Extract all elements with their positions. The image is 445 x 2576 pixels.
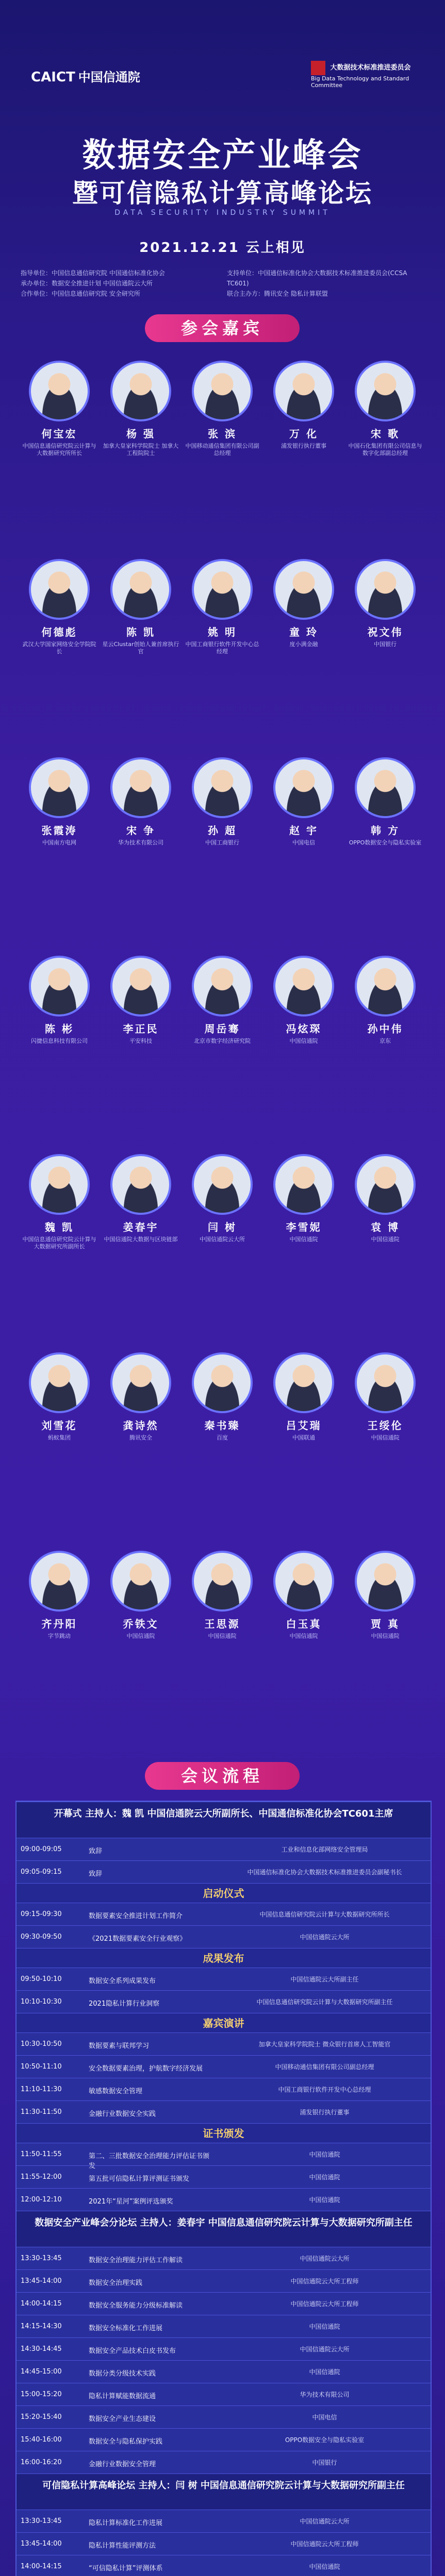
agenda-content: 数据安全治理能力评估工作解读 <box>89 2257 183 2264</box>
guest-card <box>102 1352 179 1442</box>
guest-name: 宋 歌 <box>371 428 400 440</box>
agenda-speaker: 中国信通院云大所 <box>300 1934 350 1941</box>
guest-avatar <box>192 956 253 1016</box>
guest-avatar <box>355 1352 416 1413</box>
guest-avatar <box>110 757 171 818</box>
agenda-row <box>17 2188 431 2211</box>
guest-avatar <box>355 757 416 818</box>
agenda-time: 14:30-14:45 <box>21 2345 62 2353</box>
guest-name: 童 玲 <box>289 626 318 638</box>
page-title: 数据安全产业峰会 <box>82 137 363 175</box>
guest-avatar <box>355 559 416 620</box>
guest-card <box>265 361 342 450</box>
agenda-speaker: 中国信通院 <box>309 2563 340 2570</box>
guest-title: 星云Clustar创始人兼首席执行官 <box>102 641 179 655</box>
guest-name: 白玉真 <box>286 1618 322 1630</box>
guest-title: 中国信通院 <box>371 1633 400 1639</box>
agenda-row <box>17 1903 431 1926</box>
guest-avatar <box>110 1551 171 1612</box>
guest-card <box>265 956 342 1045</box>
guest-card <box>265 1154 342 1243</box>
flow-section-title: 会议流程 <box>145 1762 300 1790</box>
guest-avatar <box>273 559 334 620</box>
agenda-content: 《2021数据要素安全行业观察》 <box>89 1935 187 1943</box>
guest-card <box>347 1551 424 1640</box>
guest-title: 中国银行 <box>374 641 397 648</box>
english-title: DATA SECURITY INDUSTRY SUMMIT <box>114 209 331 217</box>
agenda-row <box>17 2292 431 2315</box>
agenda-speaker: 中国信息通信研究院云计算与大数据研究所副主任 <box>256 1998 393 2006</box>
guest-title: 北京市数字经济研究院 <box>194 1038 251 1044</box>
agenda-time: 12:00-12:10 <box>21 2196 62 2204</box>
guest-card <box>265 1551 342 1640</box>
guest-title: 中国联通 <box>292 1434 315 1441</box>
guest-title: 字节跳动 <box>48 1633 71 1639</box>
guest-title: OPPO数据安全与隐私实验室 <box>349 839 422 846</box>
guest-name: 祝文伟 <box>367 626 403 638</box>
agenda-time: 15:00-15:20 <box>21 2391 62 2398</box>
guest-avatar <box>355 956 416 1016</box>
agenda-speaker: 中国信通院 <box>309 2151 340 2158</box>
agenda-content: 隐私计算标准化工作进展 <box>89 2519 163 2527</box>
guest-card <box>21 956 98 1045</box>
guest-title: 武汉大学国家网络安全学院院长 <box>22 641 96 655</box>
guest-card <box>184 1154 261 1243</box>
guest-name: 齐丹阳 <box>41 1618 77 1630</box>
guests-section-title: 参会嘉宾 <box>145 314 300 342</box>
agenda-row <box>17 2337 431 2361</box>
guest-name: 韩 方 <box>371 824 400 837</box>
agenda-speaker: 中国信通院 <box>309 2196 340 2204</box>
agenda-content: 第二、三批数据安全治理能力评估证书颁发 <box>89 2153 210 2170</box>
guest-card <box>102 1154 179 1243</box>
guest-name: 秦书臻 <box>204 1419 240 1432</box>
guest-title: 腾讯安全 <box>129 1434 152 1441</box>
agenda-speaker: 工业和信息化部网络安全管理局 <box>281 1846 368 1853</box>
agenda-content: 数据要素安全推进计划工作简介 <box>89 1912 183 1920</box>
organizer-line: 指导单位：中国信息通信研究院 中国通信标准化协会 <box>21 269 165 277</box>
agenda-time: 13:45-14:00 <box>21 2277 62 2285</box>
guest-name: 冯炫琛 <box>286 1023 322 1035</box>
guest-card <box>184 361 261 457</box>
guest-name: 李正民 <box>123 1023 159 1035</box>
guest-card <box>347 757 424 846</box>
guest-name: 陈 凯 <box>126 626 155 638</box>
agenda-row <box>17 2269 431 2293</box>
agenda-content: 2021隐私计算行业洞察 <box>89 2000 160 2008</box>
agenda-content: 数据安全治理实践 <box>89 2279 143 2287</box>
guest-name: 孙 超 <box>208 824 237 837</box>
committee-mark-icon <box>311 61 325 75</box>
guest-name: 陈 彬 <box>45 1023 74 1035</box>
guest-title: 中国工商银行软件开发中心总经理 <box>185 641 259 655</box>
guest-name: 龚诗然 <box>123 1419 159 1432</box>
guest-card <box>347 361 424 457</box>
agenda-content: 安全数据要素治理，护航数字经济发展 <box>89 2065 203 2073</box>
guest-card <box>347 956 424 1045</box>
guest-name: 张 滨 <box>208 428 237 440</box>
agenda-speaker: 中国信通院云大所 <box>300 2346 350 2353</box>
guest-avatar <box>355 1551 416 1612</box>
agenda-speaker: 中国信通院云大所工程师 <box>290 2540 359 2548</box>
guest-avatar <box>273 361 334 421</box>
guest-title: 中国信通院大数据与区块链部 <box>104 1236 178 1243</box>
agenda-time: 13:30-13:45 <box>21 2517 62 2525</box>
guest-title: 中国信通院 <box>289 1236 318 1243</box>
guest-title: 中国信息通信研究院云计算与大数据研究所副所长 <box>22 1236 96 1250</box>
guest-card <box>184 1352 261 1442</box>
guest-card <box>184 956 261 1045</box>
guest-avatar <box>29 1551 90 1612</box>
agenda-table <box>15 1801 432 2576</box>
agenda-row <box>17 2032 431 2056</box>
agenda-time: 10:30-10:50 <box>21 2040 62 2048</box>
guest-avatar <box>110 559 171 620</box>
agenda-speaker: 中国通信标准化协会大数据技术标准推进委员会副秘书长 <box>247 1869 402 1876</box>
guest-title: 中国工商银行 <box>205 839 239 846</box>
agenda-row <box>17 2055 431 2078</box>
guest-avatar <box>273 1154 334 1215</box>
agenda-time: 14:00-14:15 <box>21 2300 62 2308</box>
agenda-time: 11:50-11:55 <box>21 2150 62 2158</box>
agenda-content: 金融行业数据安全实践 <box>89 2110 156 2118</box>
agenda-time: 11:55-12:00 <box>21 2173 62 2181</box>
agenda-time: 10:10-10:30 <box>21 1998 62 2006</box>
guest-avatar <box>192 757 253 818</box>
guest-card <box>102 757 179 846</box>
organizer-line: 合作单位：中国信息通信研究院 安全研究所 <box>21 290 140 297</box>
agenda-row <box>17 1968 431 1991</box>
agenda-sub-header: 启动仪式 <box>17 1883 431 1903</box>
agenda-content: 致辞 <box>89 1848 103 1855</box>
agenda-content: 数据分类分级技术实践 <box>89 2370 156 2378</box>
guest-avatar <box>29 559 90 620</box>
agenda-speaker: 浦发银行执行董事 <box>300 2109 350 2116</box>
agenda-sub-header: 成果发布 <box>17 1948 431 1968</box>
event-date: 2021.12.21 云上相见 <box>139 240 306 256</box>
agenda-content: 致辞 <box>89 1870 103 1878</box>
agenda-time: 15:20-15:40 <box>21 2413 62 2421</box>
guest-card <box>21 559 98 655</box>
agenda-speaker: 中国信通院 <box>309 2323 340 2330</box>
guest-title: 加拿大皇家科学院院士 加拿大工程院院士 <box>103 443 179 456</box>
agenda-block-header: 可信隐私计算高峰论坛 主持人：闫 树 中国信息通信研究院云计算与大数据研究所副主任 <box>17 2473 431 2510</box>
agenda-row <box>17 2405 431 2429</box>
guest-title: 中国信通院 <box>289 1038 318 1044</box>
agenda-content: 数据安全系列成果发布 <box>89 1977 156 1985</box>
guest-name: 魏 凯 <box>45 1221 74 1233</box>
guest-title: 浦发银行执行董事 <box>281 443 326 449</box>
guest-title: 百度 <box>217 1434 228 1441</box>
guest-avatar <box>273 956 334 1016</box>
guest-card <box>347 1352 424 1442</box>
organizer-line: 联合主办方：腾讯安全 隐私计算联盟 <box>227 290 328 297</box>
agenda-speaker: 中国信通院 <box>309 2174 340 2181</box>
guest-avatar <box>110 956 171 1016</box>
guest-name: 袁 博 <box>371 1221 400 1233</box>
agenda-row <box>17 2555 431 2576</box>
agenda-row <box>17 1838 431 1861</box>
guest-name: 刘雪花 <box>41 1419 77 1432</box>
agenda-row <box>17 2143 431 2170</box>
agenda-row <box>17 2510 431 2533</box>
guest-card <box>21 1352 98 1442</box>
guest-card <box>184 559 261 655</box>
guest-card <box>184 1551 261 1640</box>
guest-card <box>347 559 424 648</box>
guest-title: 平安科技 <box>129 1038 152 1044</box>
agenda-time: 14:00-14:15 <box>21 2563 62 2570</box>
agenda-row <box>17 2428 431 2451</box>
guest-card <box>347 1154 424 1243</box>
guest-title: 中国信通院 <box>126 1633 155 1639</box>
agenda-time: 13:30-13:45 <box>21 2255 62 2262</box>
guest-card <box>21 1551 98 1640</box>
guest-title: 中国信通院云大所 <box>200 1236 245 1243</box>
agenda-speaker: 中国移动通信集团有限公司副总经理 <box>275 2063 374 2071</box>
guest-name: 赵 宇 <box>289 824 318 837</box>
agenda-content: 数据安全产品技术白皮书发布 <box>89 2347 176 2355</box>
guest-title: 中国信通院 <box>289 1633 318 1639</box>
organizer-line: 支持单位：中国通信标准化协会大数据技术标准推进委员会(CCSA TC601) <box>227 269 407 287</box>
agenda-speaker: 中国信通院云大所工程师 <box>290 2300 359 2308</box>
guest-avatar <box>355 361 416 421</box>
guest-title: 京东 <box>380 1038 391 1044</box>
guest-card <box>102 361 179 457</box>
guest-card <box>184 757 261 846</box>
guest-card <box>21 361 98 457</box>
guest-avatar <box>110 1352 171 1413</box>
agenda-row <box>17 2451 431 2474</box>
guest-card <box>102 559 179 655</box>
guest-name: 杨 强 <box>126 428 155 440</box>
guest-name: 姚 明 <box>208 626 237 638</box>
agenda-row <box>17 1990 431 2013</box>
agenda-row <box>17 2360 431 2383</box>
guest-name: 孙中伟 <box>367 1023 403 1035</box>
agenda-content: 敏感数据安全管理 <box>89 2088 143 2095</box>
agenda-content: 数据安全服务能力分级标准解读 <box>89 2302 183 2310</box>
agenda-time: 09:05-09:15 <box>21 1868 62 1876</box>
guest-avatar <box>110 361 171 421</box>
agenda-content: 金融行业数据安全管理 <box>89 2461 156 2468</box>
guest-grid <box>21 361 424 1749</box>
guest-title: 中国石化集团有限公司信息与数字化部副总经理 <box>348 443 422 456</box>
guest-title: 中国信通院 <box>371 1236 400 1243</box>
agenda-speaker: 中国信通院云大所工程师 <box>290 2278 359 2285</box>
committee-logo: 大数据技术标准推进委员会 Big Data Technology and Standard Committee <box>311 61 430 89</box>
guest-title: 中国信息通信研究院云计算与大数据研究所所长 <box>22 443 96 456</box>
agenda-speaker: 华为技术有限公司 <box>300 2391 350 2398</box>
guest-name: 闫 树 <box>208 1221 237 1233</box>
agenda-speaker: 中国工商银行软件开发中心总经理 <box>278 2086 371 2093</box>
agenda-speaker: 中国信通院云大所 <box>300 2518 350 2525</box>
agenda-row <box>17 2532 431 2555</box>
guest-avatar <box>192 559 253 620</box>
agenda-time: 16:00-16:20 <box>21 2459 62 2466</box>
guest-title: 中国移动通信集团有限公司副总经理 <box>185 443 259 456</box>
agenda-speaker: 中国信息通信研究院云计算与大数据研究所所长 <box>259 1911 390 1918</box>
agenda-content: 数据安全标准化工作进展 <box>89 2325 163 2332</box>
agenda-time: 14:15-14:30 <box>21 2323 62 2330</box>
agenda-time: 09:15-09:30 <box>21 1910 62 1918</box>
guest-title: 蚂蚁集团 <box>48 1434 71 1441</box>
agenda-row <box>17 2165 431 2189</box>
guest-avatar <box>192 1551 253 1612</box>
guest-avatar <box>273 1352 334 1413</box>
guest-name: 贾 真 <box>371 1618 400 1630</box>
agenda-speaker: 中国信通院 <box>309 2368 340 2376</box>
agenda-content: 数据安全产业生态建设 <box>89 2415 156 2423</box>
guest-avatar <box>192 361 253 421</box>
guest-card <box>21 757 98 846</box>
guest-name: 张霞涛 <box>41 824 77 837</box>
agenda-row <box>17 2383 431 2406</box>
agenda-speaker: 加拿大皇家科学院院士 微众银行首席人工智能官 <box>258 2041 391 2048</box>
agenda-block-header: 数据安全产业峰会分论坛 主持人：姜春宇 中国信息通信研究院云计算与大数据研究所副主任 <box>17 2211 431 2247</box>
agenda-content: 2021年“星河”案例评选颁奖 <box>89 2198 173 2206</box>
guest-card <box>265 757 342 846</box>
guest-name: 李雪妮 <box>286 1221 322 1233</box>
guest-name: 周岳骞 <box>204 1023 240 1035</box>
agenda-content: 数据安全与隐私保护实践 <box>89 2438 163 2446</box>
agenda-time: 09:00-09:05 <box>21 1845 62 1853</box>
guest-avatar <box>29 1352 90 1413</box>
agenda-block-header: 开幕式 主持人：魏 凯 中国信通院云大所副所长、中国通信标准化协会TC601主席 <box>17 1802 431 1838</box>
guest-card <box>21 1154 98 1250</box>
agenda-sub-header: 证书颁发 <box>17 2123 431 2143</box>
agenda-time: 14:45-15:00 <box>21 2368 62 2376</box>
agenda-time: 13:45-14:00 <box>21 2540 62 2548</box>
agenda-speaker: 中国信通院云大所副主任 <box>290 1976 359 1983</box>
guest-card <box>102 956 179 1045</box>
guest-name: 万 化 <box>289 428 318 440</box>
organizer-line: 承办单位：数据安全推进计划 中国信通院云大所 <box>21 280 153 287</box>
agenda-row <box>17 2100 431 2124</box>
agenda-time: 09:30-09:50 <box>21 1933 62 1941</box>
guest-title: 闪捷信息科技有限公司 <box>31 1038 88 1044</box>
guest-avatar <box>29 956 90 1016</box>
guest-avatar <box>29 1154 90 1215</box>
guest-name: 姜春宇 <box>123 1221 159 1233</box>
agenda-speaker: 中国电信 <box>312 2414 337 2421</box>
guest-title: 度小满金融 <box>289 641 318 648</box>
guest-name: 王绥伦 <box>367 1419 403 1432</box>
agenda-content: 数据要素与联邦学习 <box>89 2042 150 2050</box>
agenda-content: 隐私计算性能评测方法 <box>89 2542 156 2550</box>
guest-card <box>102 1551 179 1640</box>
agenda-content: 隐私计算赋能数据流通 <box>89 2393 156 2400</box>
guest-title: 华为技术有限公司 <box>118 839 163 846</box>
guest-name: 何宝宏 <box>41 428 77 440</box>
page-subtitle: 暨可信隐私计算高峰论坛 <box>72 178 373 208</box>
guest-avatar <box>29 757 90 818</box>
agenda-content: 第五批可信隐私计算评测证书颁发 <box>89 2175 190 2183</box>
agenda-row <box>17 2078 431 2101</box>
guest-avatar <box>355 1154 416 1215</box>
agenda-row <box>17 1925 431 1948</box>
guest-name: 王思源 <box>204 1618 240 1630</box>
agenda-sub-header: 嘉宾演讲 <box>17 2013 431 2033</box>
agenda-row <box>17 2315 431 2338</box>
agenda-time: 10:50-11:10 <box>21 2063 62 2071</box>
guest-avatar <box>110 1154 171 1215</box>
agenda-time: 15:40-16:00 <box>21 2436 62 2444</box>
header-bar <box>0 0 445 108</box>
guest-card <box>265 1352 342 1442</box>
guest-card <box>265 559 342 648</box>
agenda-speaker: 中国银行 <box>312 2459 337 2466</box>
guest-avatar <box>273 757 334 818</box>
guest-title: 中国信通院 <box>371 1434 400 1441</box>
agenda-speaker: OPPO数据安全与隐私实验室 <box>285 2436 365 2444</box>
guest-name: 宋 争 <box>126 824 155 837</box>
agenda-row <box>17 1860 431 1884</box>
agenda-row <box>17 2247 431 2270</box>
agenda-time: 11:10-11:30 <box>21 2086 62 2093</box>
guest-avatar <box>192 1154 253 1215</box>
guest-name: 何德彪 <box>41 626 77 638</box>
guest-avatar <box>192 1352 253 1413</box>
guest-name: 乔铁文 <box>123 1618 159 1630</box>
guest-avatar <box>273 1551 334 1612</box>
agenda-speaker: 中国信通院云大所 <box>300 2255 350 2262</box>
agenda-time: 09:50-10:10 <box>21 1975 62 1983</box>
guest-name: 吕艾瑞 <box>286 1419 322 1432</box>
guest-title: 中国信通院 <box>208 1633 237 1639</box>
agenda-content: “可信隐私计算”评测体系 <box>89 2565 163 2572</box>
caict-logo: CAICT 中国信通院 <box>31 70 140 85</box>
guest-avatar <box>29 361 90 421</box>
guest-title: 中国电信 <box>292 839 315 846</box>
agenda-time: 11:30-11:50 <box>21 2108 62 2116</box>
guest-title: 中国南方电网 <box>42 839 76 846</box>
